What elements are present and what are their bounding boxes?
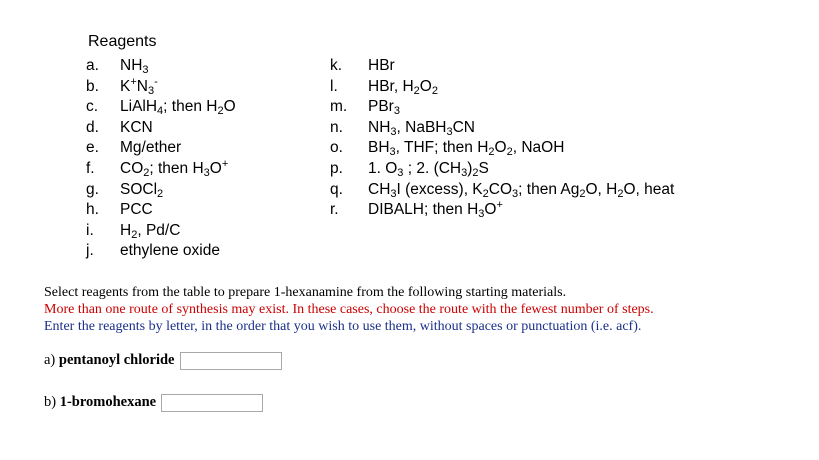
reagent-letter: j. — [86, 242, 94, 260]
reagent-formula: HBr, $H_2O_2$ — [368, 77, 438, 97]
question-a-label: pentanoyl chloride — [58, 352, 175, 368]
reagent-formula: SOCl$_2$ — [120, 180, 164, 200]
reagent-formula: DIBALH; then $H_3O^+$ — [368, 199, 503, 221]
reagent-formula: Mg/ether — [120, 139, 182, 157]
reagent-row — [330, 200, 674, 221]
reagent-formula: KCN — [120, 118, 153, 136]
reagent-letter: n. — [330, 118, 343, 136]
instruction-line-1: Select reagents from the table to prepare 1-hexanamine from the following starting materials. — [44, 285, 567, 300]
reagent-letter: l. — [330, 77, 338, 95]
reagent-letter: d. — [86, 118, 99, 136]
reagent-letter: o. — [330, 139, 343, 157]
reagent-formula: PCC — [120, 201, 153, 219]
reagent-letter: c. — [86, 98, 99, 116]
reagent-row — [86, 138, 236, 159]
reagent-row — [330, 56, 674, 77]
instruction-line-3: Enter the reagents by letter, in the order that you wish to use them, without spaces or punctuation (i.e. acf). — [44, 319, 642, 334]
reagent-letter: a. — [86, 57, 99, 74]
reagent-formula: $H_2$, Pd/C — [120, 221, 181, 241]
reagent-letter: k. — [330, 57, 343, 74]
reagent-formula: PBr$_3$ — [368, 98, 400, 118]
reagent-row — [86, 159, 236, 180]
reagent-letter: f. — [86, 159, 95, 177]
reagent-row — [86, 221, 236, 242]
reagent-letter: g. — [86, 180, 99, 198]
reagent-letter: r. — [330, 201, 339, 219]
reagent-formula: LiAlH$_4$; then $H_2O$ — [120, 98, 236, 118]
instruction-line-2: More than one route of synthesis may exist. In these cases, choose the route with the fewest number of steps. — [44, 302, 654, 317]
reagent-row — [86, 180, 236, 201]
reagent-letter: m. — [330, 98, 348, 116]
reagent-letter: p. — [330, 159, 343, 177]
reagent-letter: b. — [86, 77, 99, 95]
reagent-row — [86, 56, 236, 77]
reagent-letter: h. — [86, 201, 99, 219]
reagent-formula: $NH_3$ — [120, 57, 149, 76]
reagent-formula: 1. $O_3$ ; 2. $(CH_3)_2S$ — [368, 159, 489, 179]
reagent-formula: $K^+N_3^-$ — [120, 75, 158, 97]
question-a — [44, 352, 175, 369]
reagent-formula: $CO_2$; then $H_3O^+$ — [120, 157, 229, 179]
question-b-prefix: b) — [44, 394, 57, 410]
question-b — [44, 394, 156, 411]
reagent-row — [330, 159, 674, 180]
reagent-row — [86, 200, 236, 221]
reagent-row — [86, 118, 236, 139]
reagent-row — [330, 118, 674, 139]
reagents-title: Reagents — [88, 33, 157, 50]
reagent-formula: $NH_3$, NaBH$_3$CN — [368, 118, 475, 138]
reagent-letter: e. — [86, 139, 99, 157]
reagent-row — [330, 97, 674, 118]
question-b-label: 1-bromohexane — [59, 394, 157, 410]
question-a-prefix: a) — [44, 352, 56, 368]
reagent-row — [330, 77, 674, 98]
reagent-formula: $BH_3$, THF; then $H_2O_2$, NaOH — [368, 139, 565, 159]
answer-b-input[interactable] — [161, 394, 263, 412]
answer-a-input[interactable] — [180, 352, 282, 370]
reagent-row — [86, 77, 236, 98]
reagent-formula: HBr — [368, 57, 395, 74]
reagent-letter: i. — [86, 221, 94, 239]
reagent-letter: q. — [330, 180, 343, 198]
reagent-row — [330, 138, 674, 159]
reagent-row — [86, 241, 236, 262]
reagent-formula: ethylene oxide — [120, 242, 220, 260]
reagent-formula: $CH_3I$ (excess), $K_2CO_3$; then $Ag_2O$, $H_2O$, heat — [368, 180, 675, 200]
reagent-row — [330, 180, 674, 201]
reagent-list-left — [86, 56, 236, 262]
reagent-list-right — [330, 56, 674, 221]
reagent-row — [86, 97, 236, 118]
